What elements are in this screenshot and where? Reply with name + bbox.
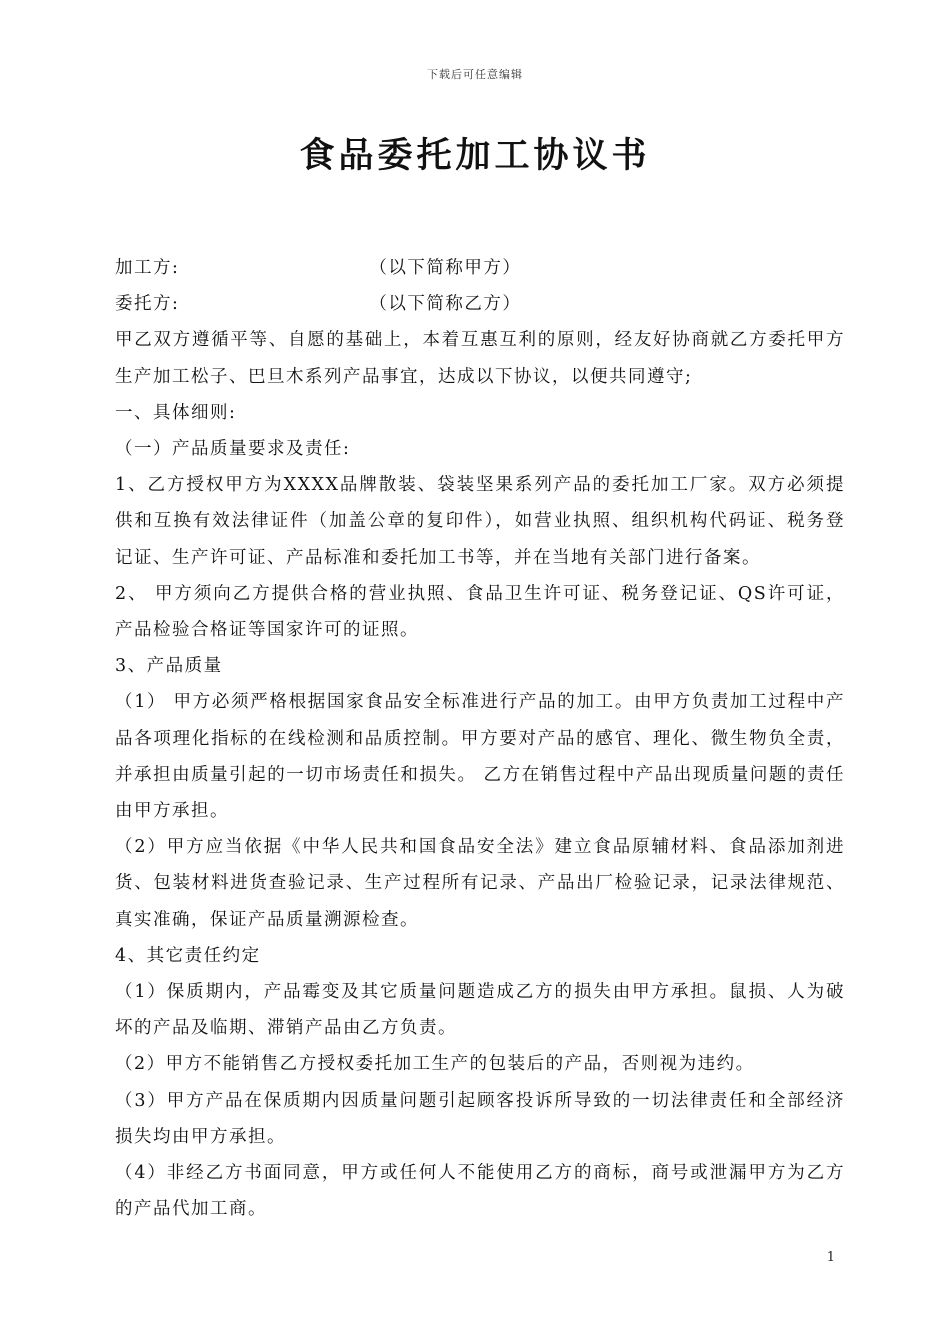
section-heading-details: 一、具体细则:: [115, 402, 237, 423]
clause-2: 2、 甲方须向乙方提供合格的营业执照、食品卫生许可证、税务登记证、QS许可证，产品检验合格证等国家许可的证照。: [115, 583, 845, 641]
party-b-label: 委托方:: [115, 294, 180, 315]
clause-4-item-2: （2）甲方不能销售乙方授权委托加工生产的包装后的产品，否则视为违约。: [115, 1054, 755, 1075]
clause-4-item-1: （1）保质期内，产品霉变及其它质量问题造成乙方的损失由甲方承担。鼠损、人为破坏的产品及临期、滞销产品由乙方负责。: [115, 982, 845, 1039]
party-a-line: [115, 250, 845, 286]
clause-4-heading: 4、其它责任约定: [115, 945, 261, 966]
party-a-note: （以下简称甲方）: [369, 258, 522, 278]
clause-4-item-4: （4）非经乙方书面同意，甲方或任何人不能使用乙方的商标，商号或泄漏甲方为乙方的产品代加工商。: [115, 1163, 845, 1220]
header-note: 下载后可任意编辑: [427, 68, 523, 81]
clause-3-item-1: （1） 甲方必须严格根据国家食品安全标准进行产品的加工。由甲方负责加工过程中产品各项理化指标的在线检测和品质控制。甲方要对产品的感官、理化、微生物负全责，并承担由质量引起的一切市场责任和损失。 乙方在销售过程中产品出现质量问题的责任由甲方承担。: [115, 692, 845, 822]
page-number: 1: [826, 1250, 835, 1265]
paragraph-intro: 甲乙双方遵循平等、自愿的基础上，本着互惠互利的原则，经友好协商就乙方委托甲方生产加工松子、巴旦木系列产品事宜，达成以下协议，以便共同遵守;: [115, 330, 845, 387]
clause-3-item-2: （2）甲方应当依据《中华人民共和国食品安全法》建立食品原辅材料、食品添加剂进货、包装材料进货查验记录、生产过程所有记录、产品出厂检验记录，记录法律规范、真实准确，保证产品质量溯源检查。: [115, 837, 845, 930]
clause-3-heading: 3、产品质量: [115, 656, 223, 677]
party-a-label: 加工方:: [115, 258, 180, 278]
document-title: 食品委托加工协议书: [299, 135, 651, 176]
party-b-note: （以下简称乙方）: [369, 294, 522, 315]
party-b-line: [115, 286, 845, 322]
document-body: [115, 250, 845, 1227]
subsection-heading-quality: （一）产品质量要求及责任:: [115, 439, 351, 460]
clause-4-item-3: （3）甲方产品在保质期内因质量问题引起顾客投诉所导致的一切法律责任和全部经济损失均由甲方承担。: [115, 1090, 845, 1147]
clause-1: 1、乙方授权甲方为XXXX品牌散装、袋装坚果系列产品的委托加工厂家。双方必须提供和互换有效法律证件（加盖公章的复印件），如营业执照、组织机构代码证、税务登记证、生产许可证、产品标准和委托加工书等，并在当地有关部门进行备案。: [115, 475, 845, 568]
